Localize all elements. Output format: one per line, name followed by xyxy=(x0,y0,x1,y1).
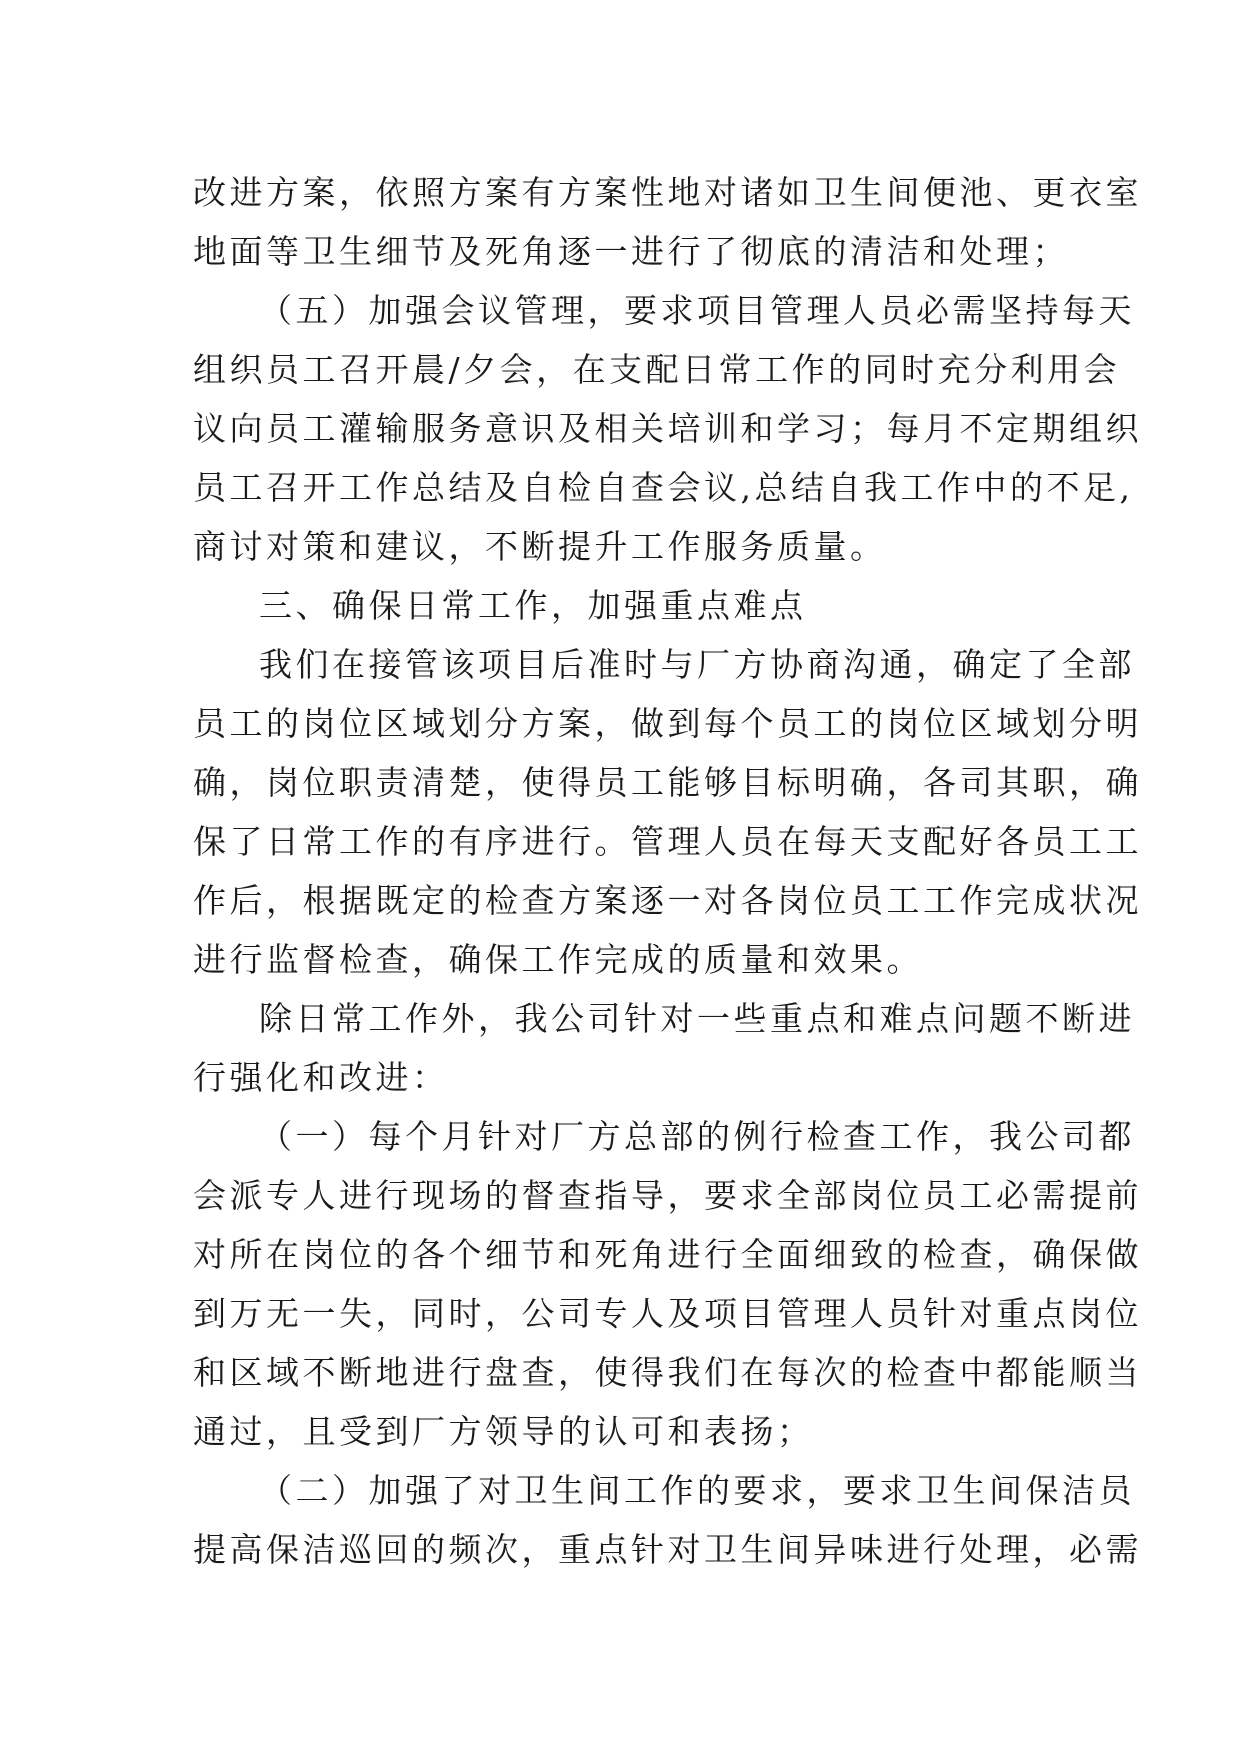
text-line: 组织员工召开晨/夕会，在支配日常工作的同时充分利用会 xyxy=(193,350,1121,389)
text-line: 提高保洁巡回的频次，重点针对卫生间异味进行处理，必需 xyxy=(193,1530,1142,1569)
text-line: 地面等卫生细节及死角逐一进行了彻底的清洁和处理； xyxy=(193,232,1069,271)
text-line: 商讨对策和建议，不断提升工作服务质量。 xyxy=(193,527,887,566)
body-text xyxy=(193,163,1142,1579)
text-line: 保了日常工作的有序进行。管理人员在每天支配好各员工工 xyxy=(193,822,1142,861)
section-heading: 三、确保日常工作，加强重点难点 xyxy=(259,586,807,625)
text-line: 对所在岗位的各个细节和死角进行全面细致的检查，确保做 xyxy=(193,1235,1142,1274)
text-line: 通过，且受到厂方领导的认可和表扬； xyxy=(193,1412,814,1451)
text-line: 行强化和改进： xyxy=(193,1058,449,1097)
text-line: 进行监督检查，确保工作完成的质量和效果。 xyxy=(193,940,923,979)
text-line: 改进方案，依照方案有方案性地对诸如卫生间便池、更衣室 xyxy=(193,173,1142,212)
text-line: 议向员工灌输服务意识及相关培训和学习；每月不定期组织 xyxy=(193,409,1142,448)
text-line: （二）加强了对卫生间工作的要求，要求卫生间保洁员 xyxy=(259,1471,1135,1510)
text-line: 作后，根据既定的检查方案逐一对各岗位员工工作完成状况 xyxy=(193,881,1142,920)
text-line: 员工的岗位区域划分方案，做到每个员工的岗位区域划分明 xyxy=(193,704,1142,743)
text-line: （一）每个月针对厂方总部的例行检查工作，我公司都 xyxy=(259,1117,1135,1156)
text-line: 到万无一失，同时，公司专人及项目管理人员针对重点岗位 xyxy=(193,1294,1142,1333)
text-line: 员工召开工作总结及自检自查会议,总结自我工作中的不足, xyxy=(193,468,1134,507)
text-line: 我们在接管该项目后准时与厂方协商沟通，确定了全部 xyxy=(259,645,1135,684)
text-line: 和区域不断地进行盘查，使得我们在每次的检查中都能顺当 xyxy=(193,1353,1142,1392)
text-line: 除日常工作外，我公司针对一些重点和难点问题不断进 xyxy=(259,999,1135,1038)
text-line: 确，岗位职责清楚，使得员工能够目标明确，各司其职，确 xyxy=(193,763,1142,802)
text-line: （五）加强会议管理，要求项目管理人员必需坚持每天 xyxy=(259,291,1135,330)
text-line: 会派专人进行现场的督查指导，要求全部岗位员工必需提前 xyxy=(193,1176,1142,1215)
